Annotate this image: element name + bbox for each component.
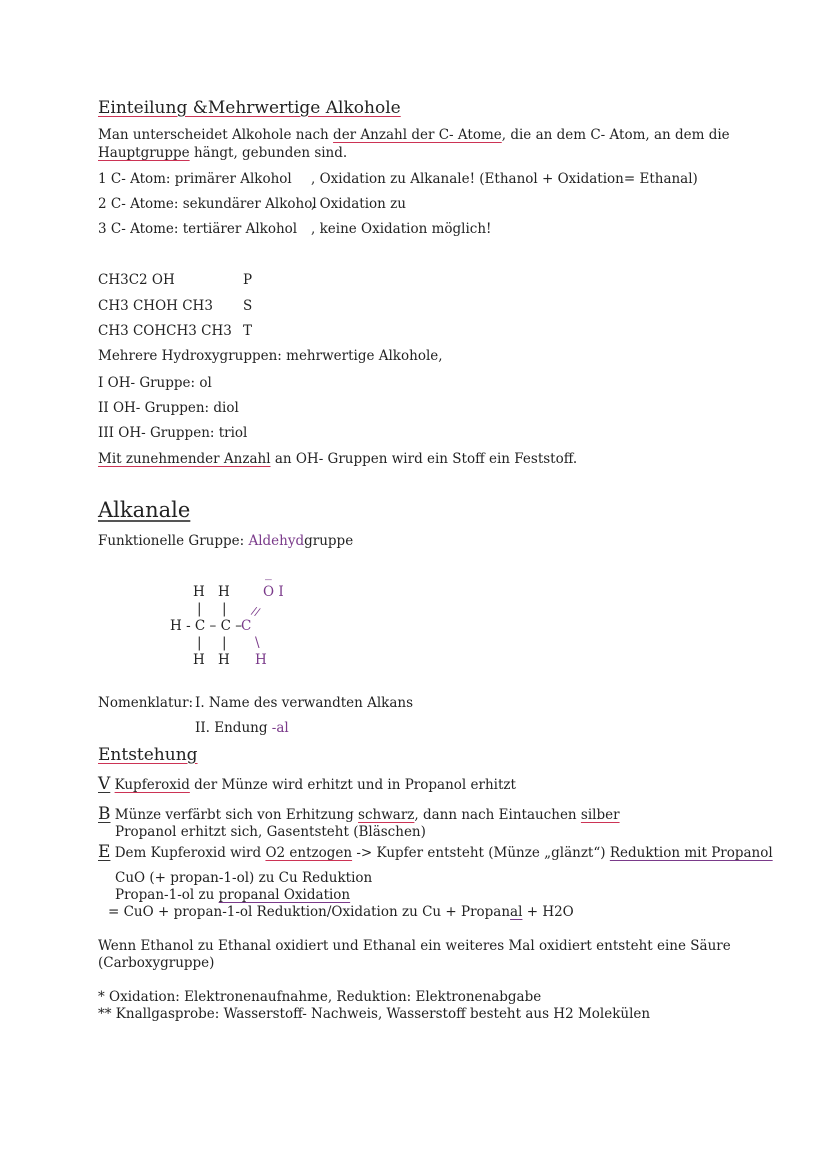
structure-bond-diag: \ xyxy=(255,635,260,651)
nomenklatur-line-2 xyxy=(195,720,289,737)
structure-h-top-2: H xyxy=(218,584,230,600)
endung-al: -al xyxy=(271,720,289,736)
beobachtung-line-1 xyxy=(98,806,620,824)
formula-row-3 xyxy=(98,323,252,340)
erklaerung-line xyxy=(98,844,773,862)
row-left: 2 C- Atome: sekundärer Alkohol xyxy=(98,196,317,212)
reaction-line-1: CuO (+ propan-1-ol) zu Cu Reduktion xyxy=(115,870,373,886)
highlight-anzahl: der Anzahl der C- Atome xyxy=(333,127,502,143)
formula-letter: P xyxy=(243,272,253,288)
intro-line-2 xyxy=(98,145,347,162)
structure-bond-v1: | xyxy=(197,601,202,617)
formula-letter: T xyxy=(243,323,253,339)
structure-h-bot-1: H xyxy=(193,652,205,668)
formula: CH3 CHOH CH3 xyxy=(98,298,213,314)
formula: CH3C2 OH xyxy=(98,272,175,288)
highlight-o2: O2 entzogen xyxy=(265,845,353,861)
text: Propan-1-ol zu xyxy=(115,887,219,903)
text: gruppe xyxy=(304,533,354,549)
beobachtung-line-2: Propanol erhitzt sich, Gasentsteht (Bläschen) xyxy=(115,824,426,840)
text: der Münze wird erhitzt und in Propanol erhitzt xyxy=(189,777,516,793)
structure-bond-v4: | xyxy=(222,635,227,651)
text: II. Endung xyxy=(195,720,272,736)
structure-h-bot-2: H xyxy=(218,652,230,668)
letter-v: V xyxy=(98,774,111,794)
text: I. Name des verwandten Alkans xyxy=(195,695,414,711)
highlight-hauptgruppe: Hauptgruppe xyxy=(98,145,190,161)
wenn-line-1: Wenn Ethanol zu Ethanal oxidiert und Ethanal ein weiteres Mal oxidiert entsteht eine Säure xyxy=(98,938,731,954)
row-right: , Oxidation zu xyxy=(311,196,406,212)
highlight-reduktion: Reduktion mit Propanol xyxy=(609,845,773,861)
group-line-3: III OH- Gruppen: triol xyxy=(98,425,248,441)
letter-b: B xyxy=(98,804,111,824)
text: , die an dem C- Atom, an dem die xyxy=(501,127,730,143)
alcohol-row-2 xyxy=(98,196,406,213)
row-left: 3 C- Atome: tertiärer Alkohol xyxy=(98,221,298,237)
highlight-zunehmend: Mit zunehmender Anzahl xyxy=(98,451,271,467)
footnote-2: ** Knallgasprobe: Wasserstoff- Nachweis, Wasserstoff besteht aus H2 Molekülen xyxy=(98,1006,651,1022)
reaction-line-3 xyxy=(108,904,574,921)
nomenklatur-label: Nomenklatur: xyxy=(98,695,194,711)
row-left: 1 C- Atom: primärer Alkohol xyxy=(98,171,292,187)
structure-bond-v3: | xyxy=(197,635,202,651)
text: Münze verfärbt sich von Erhitzung xyxy=(114,807,359,823)
feststoff-line xyxy=(98,451,577,468)
text: Funktionelle Gruppe: xyxy=(98,533,249,549)
wenn-line-2: (Carboxygruppe) xyxy=(98,955,215,971)
reaction-line-2 xyxy=(115,887,350,904)
structure-bond-v2: | xyxy=(222,601,227,617)
section-title-alkanale: Alkanale xyxy=(98,498,191,522)
section-title-einteilung: Einteilung &Mehrwertige Alkohole xyxy=(98,98,401,118)
structure-h-top-1: H xyxy=(193,584,205,600)
structure-carbonyl-c: C xyxy=(241,618,252,634)
aldehyd-word: Aldehyd xyxy=(248,533,305,549)
structure-h-bot-3: H xyxy=(255,652,267,668)
section-title-entstehung: Entstehung xyxy=(98,745,198,765)
alcohol-row-3 xyxy=(98,221,491,238)
letter-e: E xyxy=(98,842,111,862)
mehrere-line: Mehrere Hydroxygruppen: mehrwertige Alkohole, xyxy=(98,348,443,364)
intro-line-1 xyxy=(98,127,730,144)
structure-main-chain: H - C – C – xyxy=(170,618,242,634)
text: Dem Kupferoxid wird xyxy=(114,845,266,861)
text: an OH- Gruppen wird ein Stoff ein Feststoff. xyxy=(270,451,578,467)
highlight-kupferoxid: Kupferoxid xyxy=(114,777,190,793)
formula-letter: S xyxy=(243,298,253,314)
alcohol-row-1 xyxy=(98,171,698,188)
group-line-2: II OH- Gruppen: diol xyxy=(98,400,239,416)
row-right: , Oxidation zu Alkanale! (Ethanol + Oxidation= Ethanal) xyxy=(311,171,698,187)
highlight-propanal: propanal Oxidation xyxy=(218,887,351,903)
highlight-al: al xyxy=(510,904,523,920)
text: hängt, gebunden sind. xyxy=(189,145,348,161)
structure-double-bond: // xyxy=(250,604,262,619)
text: Man unterscheidet Alkohole nach xyxy=(98,127,334,143)
formula-row-1 xyxy=(98,272,252,289)
formula-row-2 xyxy=(98,298,252,315)
text: + H2O xyxy=(522,904,574,920)
versuch-line xyxy=(98,776,516,794)
highlight-schwarz: schwarz xyxy=(358,807,415,823)
row-right: , keine Oxidation möglich! xyxy=(311,221,492,237)
text: -> Kupfer entsteht (Münze „glänzt“) xyxy=(352,845,610,861)
text: , dann nach Eintauchen xyxy=(414,807,581,823)
text: = CuO + propan-1-ol Reduktion/Oxidation zu Cu + Propan xyxy=(108,904,511,920)
highlight-silber: silber xyxy=(580,807,620,823)
structure-oxygen: O I xyxy=(263,584,284,600)
oxygen-lone-pair-bar: _ xyxy=(265,565,272,581)
formula: CH3 COHCH3 CH3 xyxy=(98,323,232,339)
nomenklatur-line-1 xyxy=(98,695,413,712)
funktionelle-gruppe-line xyxy=(98,533,353,550)
footnote-1: * Oxidation: Elektronenaufnahme, Reduktion: Elektronenabgabe xyxy=(98,989,542,1005)
group-line-1: I OH- Gruppe: ol xyxy=(98,375,212,391)
